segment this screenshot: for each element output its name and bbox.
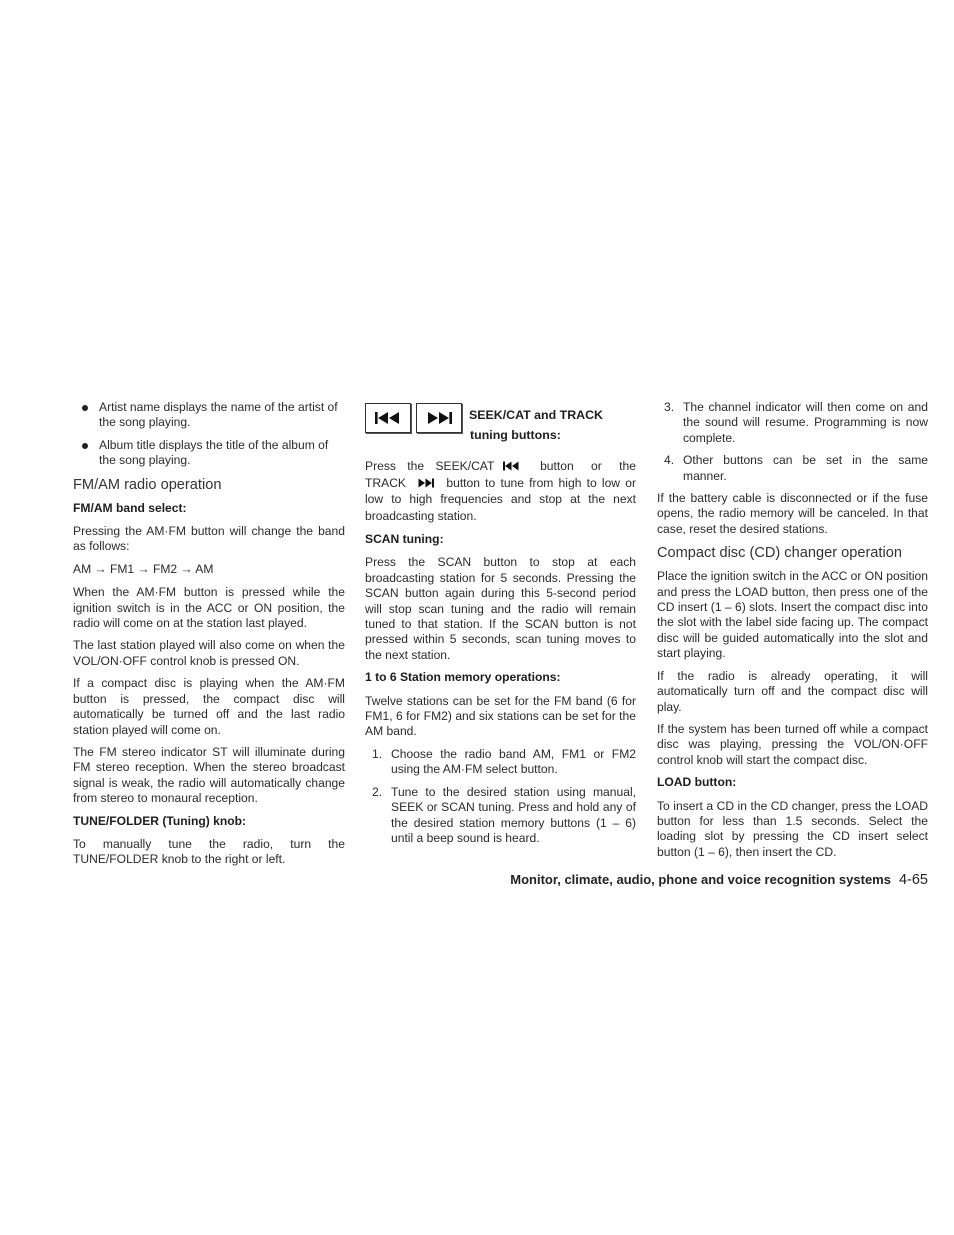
paragraph: The FM stereo indicator ST will illuminate during FM stereo reception. When the stereo broadcast signal is weak, the radio will automatically change from stereo to monaural reception. — [73, 744, 345, 806]
list-number: 2. — [372, 784, 383, 799]
section-heading-cd-changer: Compact disc (CD) changer operation — [657, 545, 902, 562]
bullet-icon — [82, 405, 88, 411]
paragraph: The last station played will also come on when the VOL/ON·OFF control knob is pressed ON. — [73, 638, 345, 668]
bullet-item — [73, 438, 345, 469]
skip-forward-icon — [417, 478, 435, 488]
paragraph: If the battery cable is disconnected or if the fuse opens, the radio memory will be canceled. In that case, reset the desired stations. — [657, 491, 928, 536]
page-number: 4-65 — [898, 872, 928, 888]
footer-section-title: Monitor, climate, audio, phone and voice recognition systems — [510, 872, 891, 887]
list-item — [365, 747, 636, 778]
subheading-band-select: FM/AM band select: — [73, 500, 187, 515]
list-text: Other buttons can be set in the same manner. — [683, 453, 928, 483]
list-number: 3. — [664, 400, 675, 414]
track-forward-button-illustration — [416, 403, 462, 433]
paragraph: If the system has been turned off while a compact disc was playing, pressing the VOL/ON·OFF control knob will start the compact disc. — [657, 721, 928, 767]
paragraph: When the AM·FM button is pressed while the ignition switch is in the ACC or ON position, the radio will come on at the station last played. — [73, 585, 345, 631]
list-number: 4. — [664, 453, 675, 468]
bullet-icon — [82, 443, 88, 449]
paragraph: Press the SCAN button to stop at each broadcasting station for 5 seconds. Pressing the SCAN button again during this 5-second period will stop scan tuning and the radio will remain tuned to that station. If the SCAN button is not pressed within 5 seconds, scan tuning moves to the next station. — [365, 555, 636, 662]
right-column — [657, 400, 928, 867]
section-heading-fm-am: FM/AM radio operation — [73, 476, 222, 493]
seek-paragraph: Press the SEEK/CAT button or the TRACK button to tune from high to low or low to high frequencies and stop at the next broadcasting station. — [365, 459, 636, 523]
list-number: 1. — [372, 746, 383, 761]
bullet-text: Album title displays the title of the album of the song playing. — [99, 437, 329, 468]
paragraph: To manually tune the radio, turn the TUNE/FOLDER knob to the right or left. — [73, 836, 345, 867]
paragraph: Pressing the AM·FM button will change the band as follows: — [73, 524, 345, 554]
list-item — [365, 785, 636, 847]
middle-column — [365, 400, 636, 853]
seek-back-button-illustration — [365, 403, 411, 433]
skip-back-icon — [374, 411, 402, 425]
bullet-text: Artist name displays the name of the artist of the song playing. — [99, 400, 338, 430]
list-text: Tune to the desired station using manual, SEEK or SCAN tuning. Press and hold any of the desired station memory buttons (1 – 6) until a beep sound is heard. — [391, 784, 636, 845]
subheading-scan-tuning: SCAN tuning: — [365, 532, 444, 546]
page-footer — [466, 872, 928, 888]
paragraph: If the radio is already operating, it will automatically turn off and the compact disc will play. — [657, 668, 928, 714]
list-item — [657, 400, 928, 446]
paragraph: Place the ignition switch in the ACC or ON position and press the LOAD button, then press one of the CD insert (1 – 6) slots. Insert the compact disc into the slot with the label side facing up. The compact disc will be guided automatically into the slot and start playing. — [657, 569, 928, 661]
skip-forward-icon — [425, 411, 453, 425]
subheading-seek-track: SEEK/CAT and TRACK tuning buttons: — [469, 408, 604, 442]
paragraph: If a compact disc is playing when the AM·FM button is pressed, the compact disc will automatically be turned off and the last radio station played will come on. — [73, 676, 345, 737]
paragraph: To insert a CD in the CD changer, press the LOAD button for less than 1.5 seconds. Select the loading slot by pressing the CD insert select button (1 – 6), then insert the CD. — [657, 798, 928, 859]
bullet-item — [73, 400, 345, 431]
seek-track-heading — [365, 400, 636, 450]
subheading-tune-folder: TUNE/FOLDER (Tuning) knob: — [73, 813, 247, 828]
subheading-station-memory: 1 to 6 Station memory operations: — [365, 670, 561, 685]
skip-back-icon — [502, 461, 520, 471]
subheading-load-button: LOAD button: — [657, 775, 737, 790]
list-item — [657, 453, 928, 484]
list-text: The channel indicator will then come on and the sound will resume. Programming is now complete. — [683, 400, 928, 445]
left-column — [73, 400, 345, 875]
list-text: Choose the radio band AM, FM1 or FM2 using the AM·FM select button. — [391, 746, 636, 777]
band-sequence: AM → FM1 → FM2 → AM — [73, 561, 214, 576]
paragraph: Twelve stations can be set for the FM band (6 for FM1, 6 for FM2) and six stations can be set for the AM band. — [365, 693, 636, 739]
